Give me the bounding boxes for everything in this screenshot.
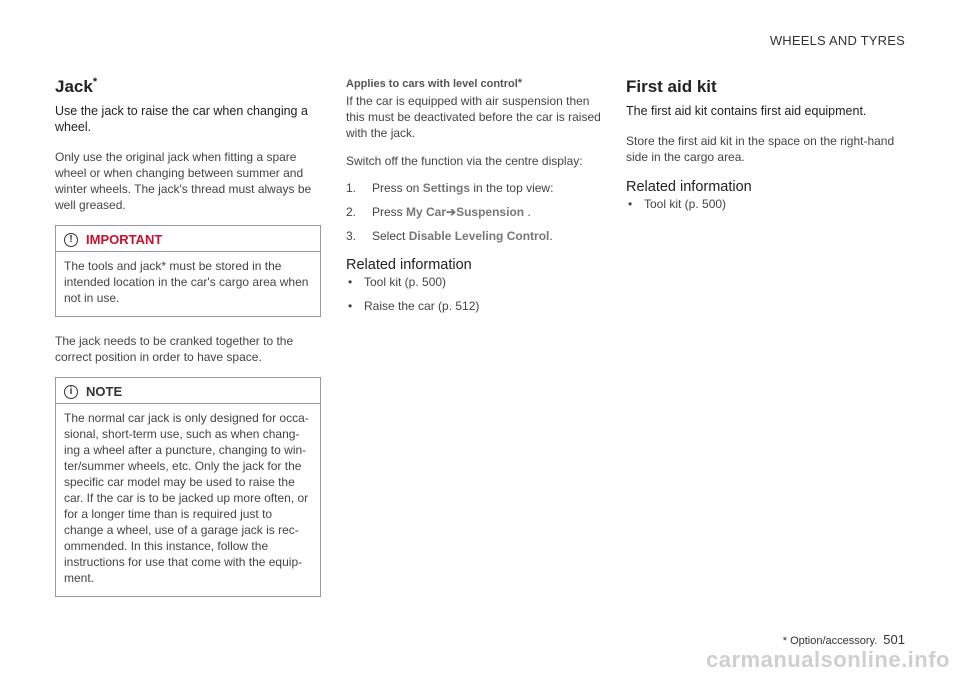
step-post: . bbox=[524, 205, 531, 219]
menu-disable-leveling: Disable Leveling Control bbox=[408, 229, 550, 243]
note-header bbox=[56, 378, 320, 404]
step-3 bbox=[346, 229, 608, 243]
jack-title-text: Jack bbox=[55, 77, 93, 96]
related-info-heading: Related information bbox=[626, 179, 752, 195]
steps-list bbox=[346, 181, 608, 243]
level-paragraph-2: Switch off the function via the centre display: bbox=[346, 154, 583, 168]
column-first-aid bbox=[626, 72, 896, 221]
menu-suspension: Suspension bbox=[456, 205, 525, 219]
important-box bbox=[55, 225, 321, 317]
menu-my-car: My Car bbox=[406, 205, 447, 219]
important-text: The tools and jack* must be stored in the intended location in the car's cargo area when not in use. bbox=[64, 259, 309, 305]
option-mark: * bbox=[517, 77, 523, 89]
section-header: WHEELS AND TYRES bbox=[769, 33, 905, 48]
footer-note: * Option/accessory. bbox=[782, 635, 878, 647]
step-number: 3. bbox=[346, 229, 357, 243]
note-box bbox=[55, 377, 321, 597]
step-text bbox=[372, 205, 531, 219]
related-info-list bbox=[346, 275, 608, 313]
link-tool-kit[interactable]: Tool kit (p. 500) bbox=[644, 197, 727, 211]
step-number: 1. bbox=[346, 181, 357, 195]
link-raise-car[interactable]: Raise the car (p. 512) bbox=[364, 299, 480, 313]
step-text bbox=[372, 181, 553, 195]
first-aid-paragraph: Store the first aid kit in the space on the right-hand side in the cargo area. bbox=[626, 134, 895, 164]
step-pre: Press on bbox=[372, 181, 423, 195]
jack-paragraph-2: The jack needs to be cranked together to the correct position in order to have space. bbox=[55, 334, 294, 364]
watermark: carmanualsonline.info bbox=[706, 647, 950, 672]
jack-title bbox=[55, 77, 321, 97]
level-paragraph-1: If the car is equipped with air suspension then this must be deactivated before the car is raised with the jack. bbox=[346, 94, 601, 140]
link-tool-kit[interactable]: Tool kit (p. 500) bbox=[364, 275, 447, 289]
step-post: . bbox=[549, 229, 553, 243]
arrow-right-icon: ➔ bbox=[446, 205, 457, 219]
page-number: 501 bbox=[883, 632, 905, 647]
step-number: 2. bbox=[346, 205, 357, 219]
first-aid-lead: The first aid kit contains first aid equipment. bbox=[626, 104, 867, 118]
related-info-heading: Related information bbox=[346, 257, 472, 273]
step-pre: Select bbox=[372, 229, 409, 243]
jack-paragraph-1: Only use the original jack when fitting a spare wheel or when changing between summer and winter wheels. The jack's thread must always be well greased. bbox=[55, 150, 312, 212]
step-post: in the top view: bbox=[470, 181, 554, 195]
step-text bbox=[372, 229, 553, 243]
related-item: • Raise the car (p. 512) bbox=[348, 299, 480, 313]
step-2 bbox=[346, 205, 608, 219]
jack-lead: Use the jack to raise the car when changing a wheel. bbox=[55, 104, 308, 134]
important-label: IMPORTANT bbox=[86, 232, 163, 247]
option-mark: * bbox=[92, 76, 98, 88]
first-aid-title: First aid kit bbox=[626, 77, 717, 96]
column-jack bbox=[55, 72, 321, 613]
step-1 bbox=[346, 181, 608, 195]
related-item: • Tool kit (p. 500) bbox=[628, 197, 727, 211]
level-control-subheading bbox=[346, 78, 608, 90]
related-item: • Tool kit (p. 500) bbox=[348, 275, 447, 289]
column-level-control bbox=[346, 72, 608, 323]
step-pre: Press bbox=[372, 205, 407, 219]
page-footer bbox=[783, 632, 905, 647]
subheading-text: Applies to cars with level control bbox=[346, 78, 518, 90]
important-header bbox=[56, 226, 320, 252]
exclamation-icon: ! bbox=[64, 233, 78, 247]
note-text: The normal car jack is only designed for occa-sional, short-term use, such as when chang-ing a wheel after a puncture, changing to win-ter/summer wheels, etc. Only the jack for the specific car model may be used to raise the car. If the car is to be jacked up more often, or for a longer time than is required just to change a wheel, use of a garage jack is rec-ommended. In this instance, follow the instructions for use that come with the equip-ment. bbox=[64, 411, 309, 585]
menu-settings: Settings bbox=[422, 181, 471, 195]
note-label: NOTE bbox=[86, 384, 123, 399]
info-icon: i bbox=[64, 385, 78, 399]
related-info-list bbox=[626, 197, 896, 211]
